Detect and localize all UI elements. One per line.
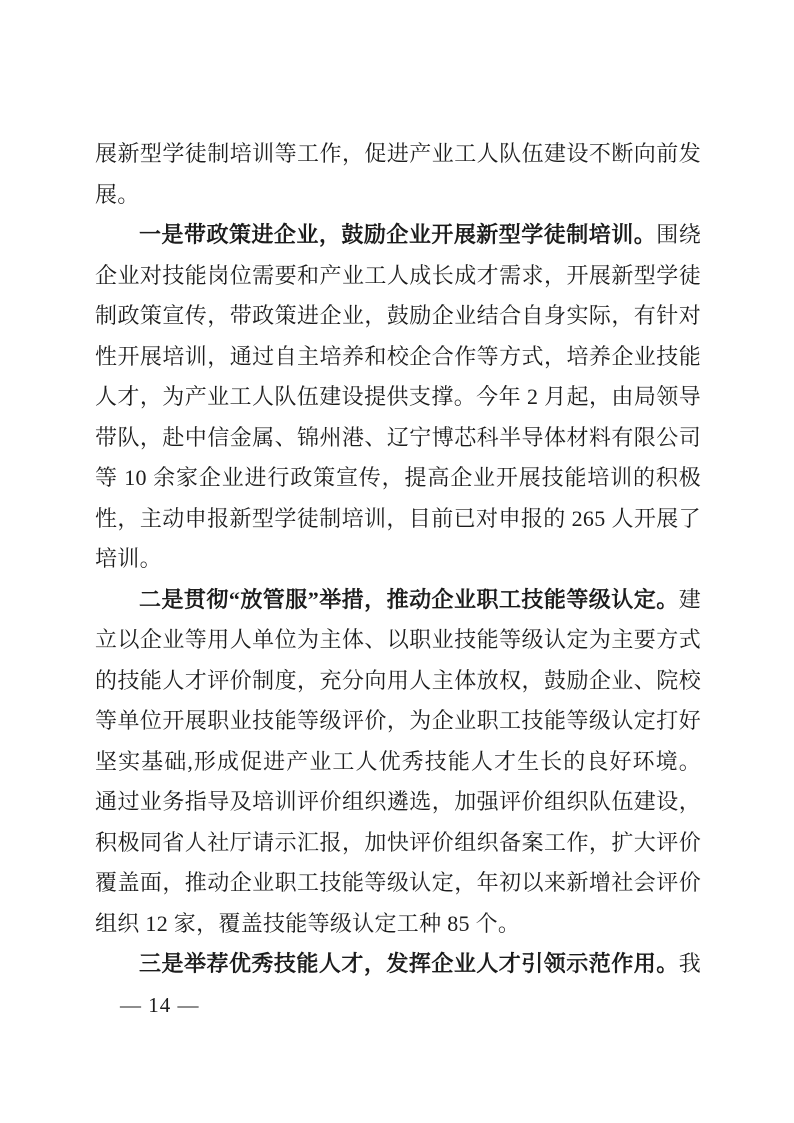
page-number: — 14 — — [120, 993, 200, 1017]
paragraph-text: 展新型学徒制培训等工作，促进产业工人队伍建设不断向前发展。 — [95, 141, 701, 207]
paragraph-text: 建立以企业等用人单位为主体、以职业技能等级认定为主要方式的技能人才评价制度，充分向用人主体放权，鼓励企业、院校等单位开展职业技能等级评价，为企业职工技能等级认定打好坚实基础,形成促进产业工人优秀技能人才生长的良好环境。通过业务指导及培训评价组织遴选，加强评价组织队伍建设，积极同省人社厅请示汇报，加快评价组织备案工作，扩大评价覆盖面，推动企业职工技能等级认定，年初以来新增社会评价组织 12 家，覆盖技能等级认定工种 85 个。 — [95, 586, 701, 936]
paragraph-text: 围绕企业对技能岗位需要和产业工人成长成才需求，开展新型学徒制政策宣传，带政策进企业，鼓励企业结合自身实际，有针对性开展培训，通过自主培养和校企合作等方式，培养企业技能人才，为产业工人队伍建设提供支撑。今年 2 月起，由局领导带队，赴中信金属、锦州港、辽宁博芯科半导体材料有限公司等 10 余家企业进行政策宣传，提高企业开展技能培训的积极性，主动申报新型学徒制培训，目前已对申报的 265 人开展了培训。 — [95, 222, 701, 571]
paragraph — [95, 215, 701, 580]
paragraph-lead: 二是贯彻“放管服”举措，推动企业职工技能等级认定。 — [139, 586, 679, 612]
paragraph — [95, 580, 701, 945]
paragraph-text: 我 — [678, 951, 701, 976]
document-body — [95, 134, 701, 985]
paragraph — [95, 944, 701, 985]
paragraph-lead: 三是举荐优秀技能人才，发挥企业人才引领示范作用。 — [139, 951, 679, 976]
paragraph-lead: 一是带政策进企业，鼓励企业开展新型学徒制培训。 — [139, 222, 657, 247]
paragraph — [95, 134, 701, 215]
